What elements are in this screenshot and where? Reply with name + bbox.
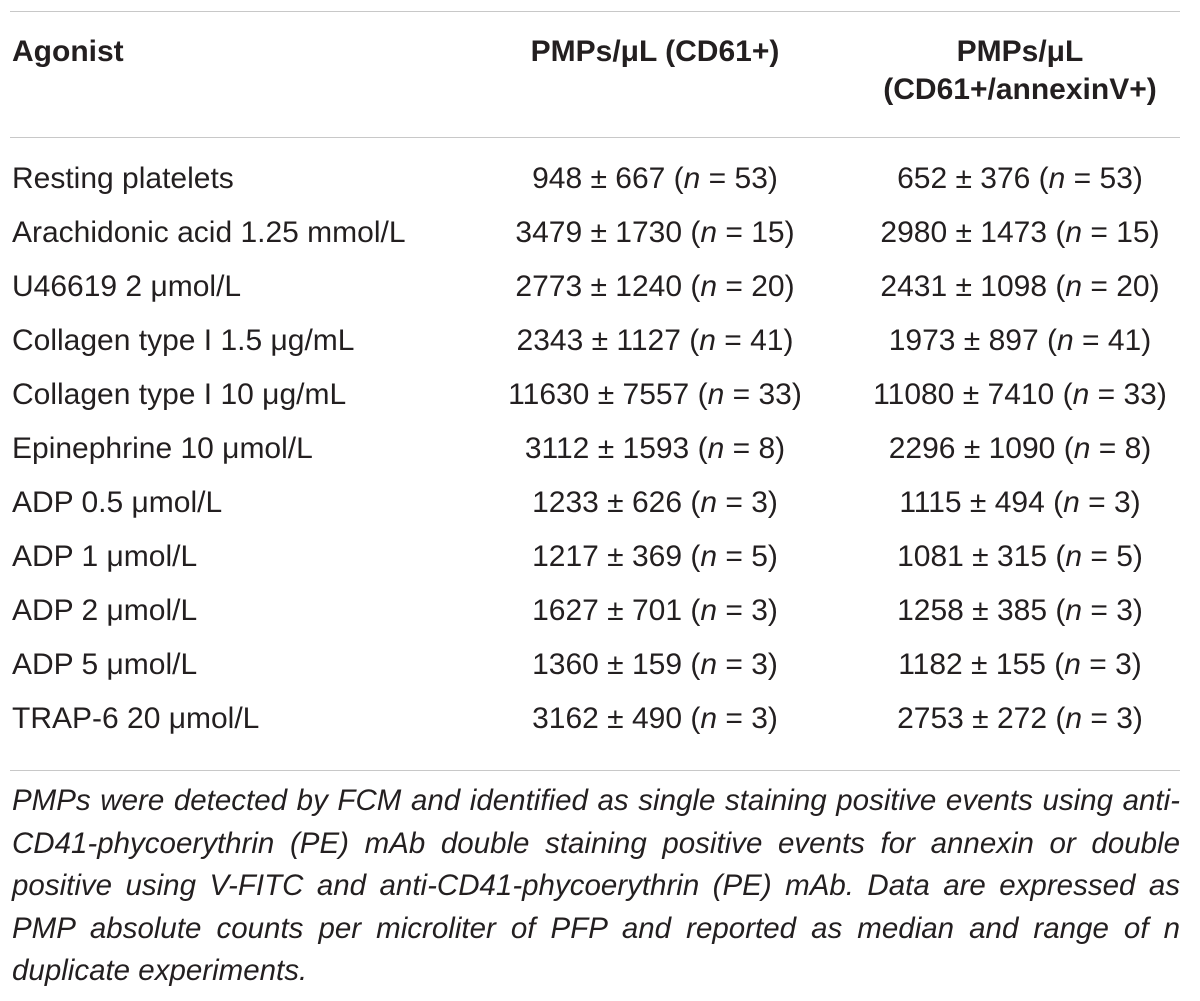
header-agonist: Agonist [12,35,124,68]
cell-agonist: TRAP-6 20 μmol/L [12,702,260,735]
cell-cd61-annexin: 2980 ± 1473 (n = 15) [880,216,1160,249]
cell-cd61-annexin: 652 ± 376 (n = 53) [897,162,1143,195]
table-row [0,530,1200,584]
header-cd61-annexin-line2: (CD61+/annexinV+) [883,73,1157,106]
cell-cd61-annexin: 11080 ± 7410 (n = 33) [873,378,1167,411]
table-footnote: PMPs were detected by FCM and identified as single staining positive events using anti-CD41-phycoerythrin (PE) mAb double staining positive events for annexin or double positive using V-FITC and anti-CD41-phycoerythrin (PE) mAb. Data are expressed as PMP absolute counts per microliter of PFP and reported as median and range of n duplicate experiments. [12,784,1180,987]
cell-cd61: 2343 ± 1127 (n = 41) [516,324,794,357]
cell-cd61: 11630 ± 7557 (n = 33) [508,378,802,411]
header-cd61: PMPs/μL (CD61+) [530,35,780,68]
cell-cd61: 3479 ± 1730 (n = 15) [515,216,795,249]
cell-cd61-annexin: 1115 ± 494 (n = 3) [899,486,1141,519]
cell-cd61-annexin: 1182 ± 155 (n = 3) [898,648,1142,681]
cell-cd61: 948 ± 667 (n = 53) [532,162,778,195]
header-rule [10,137,1180,138]
cell-cd61: 2773 ± 1240 (n = 20) [515,270,795,303]
cell-agonist: U46619 2 μmol/L [12,270,242,303]
table-bottom-rule [10,770,1180,771]
table-row [0,260,1200,314]
cell-agonist: ADP 0.5 μmol/L [12,486,223,519]
cell-agonist: Resting platelets [12,162,234,195]
table-row [0,476,1200,530]
header-cd61-annexin-line1: PMPs/μL [956,35,1084,68]
table-row [0,206,1200,260]
cell-cd61: 3112 ± 1593 (n = 8) [524,432,786,465]
cell-agonist: Epinephrine 10 μmol/L [12,432,313,465]
table-row [0,692,1200,746]
table-row [0,152,1200,206]
cell-cd61-annexin: 2296 ± 1090 (n = 8) [888,432,1152,465]
cell-agonist: Collagen type I 10 μg/mL [12,378,347,411]
cell-cd61-annexin: 1258 ± 385 (n = 3) [897,594,1143,627]
header-cd61-annexin [820,33,1200,109]
cell-agonist: ADP 1 μmol/L [12,540,198,573]
cell-cd61: 3162 ± 490 (n = 3) [532,702,778,735]
cell-cd61-annexin: 2753 ± 272 (n = 3) [897,702,1143,735]
cell-cd61: 1627 ± 701 (n = 3) [532,594,778,627]
cell-cd61: 1217 ± 369 (n = 5) [532,540,778,573]
cell-agonist: ADP 5 μmol/L [12,648,198,681]
table-row [0,584,1200,638]
cell-cd61: 1360 ± 159 (n = 3) [532,648,778,681]
cell-agonist: Collagen type I 1.5 μg/mL [12,324,355,357]
cell-cd61-annexin: 1973 ± 897 (n = 41) [888,324,1152,357]
cell-agonist: Arachidonic acid 1.25 mmol/L [12,216,406,249]
table-top-rule [10,11,1180,12]
cell-cd61: 1233 ± 626 (n = 3) [532,486,778,519]
cell-cd61-annexin: 2431 ± 1098 (n = 20) [880,270,1160,303]
table-body [0,152,1200,746]
table-row [0,422,1200,476]
table-row [0,314,1200,368]
cell-cd61-annexin: 1081 ± 315 (n = 5) [897,540,1143,573]
table-row [0,368,1200,422]
cell-agonist: ADP 2 μmol/L [12,594,198,627]
table-row [0,638,1200,692]
